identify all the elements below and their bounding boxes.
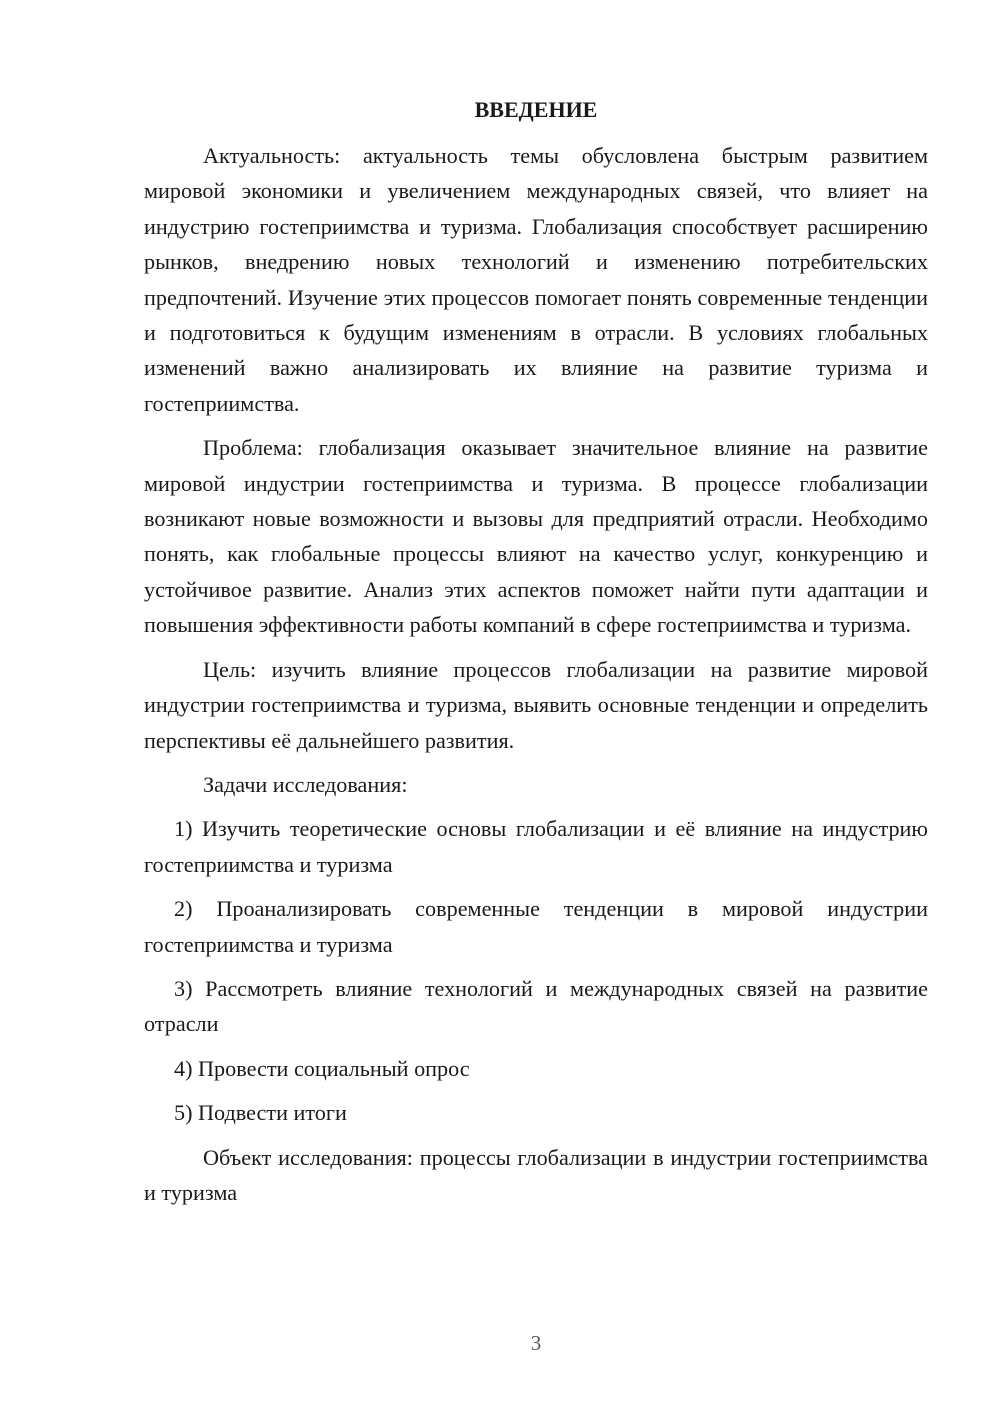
task-item-3: 3) Рассмотреть влияние технологий и международных связей на развитие отрасли <box>144 975 928 1037</box>
tasks-heading: Задачи исследования: <box>203 771 408 797</box>
page-number: 3 <box>530 1331 542 1355</box>
page-content <box>144 92 928 1219</box>
task-item-1: 1) Изучить теоретические основы глобализации и её влияние на индустрию гостеприимства и туризма <box>144 816 928 877</box>
relevance-paragraph: Актуальность: актуальность темы обусловлена быстрым развитием мировой экономики и увеличением международных связей, что влияет на индустрию гостеприимства и туризма. Глобализация способствует расширению рынков, внедрению новых технологий и изменению потребительских предпочтений. Изучение этих процессов помогает понять современные тенденции и подготовиться к будущим изменениям в отрасли. В условиях глобальных изменений важно анализировать их влияние на развитие туризма и гостеприимства. <box>144 143 928 416</box>
object-paragraph: Объект исследования: процессы глобализации в индустрии гостеприимства и туризма <box>144 1144 928 1205</box>
task-item-4: 4) Провести социальный опрос <box>174 1055 470 1081</box>
goal-paragraph: Цель: изучить влияние процессов глобализации на развитие мировой индустрии гостеприимства и туризма, выявить основные тенденции и определить перспективы её дальнейшего развития. <box>144 656 928 753</box>
task-item-2: 2) Проанализировать современные тенденции в мировой индустрии гостеприимства и туризма <box>144 896 928 957</box>
task-item-5: 5) Подвести итоги <box>174 1100 347 1126</box>
page-title: ВВЕДЕНИЕ <box>474 97 598 122</box>
problem-paragraph: Проблема: глобализация оказывает значительное влияние на развитие мировой индустрии гостеприимства и туризма. В процессе глобализации возникают новые возможности и вызовы для предприятий отрасли. Необходимо понять, как глобальные процессы влияют на качество услуг, конкуренцию и устойчивое развитие. Анализ этих аспектов поможет найти пути адаптации и повышения эффективности работы компаний в сфере гостеприимства и туризма. <box>144 435 928 638</box>
